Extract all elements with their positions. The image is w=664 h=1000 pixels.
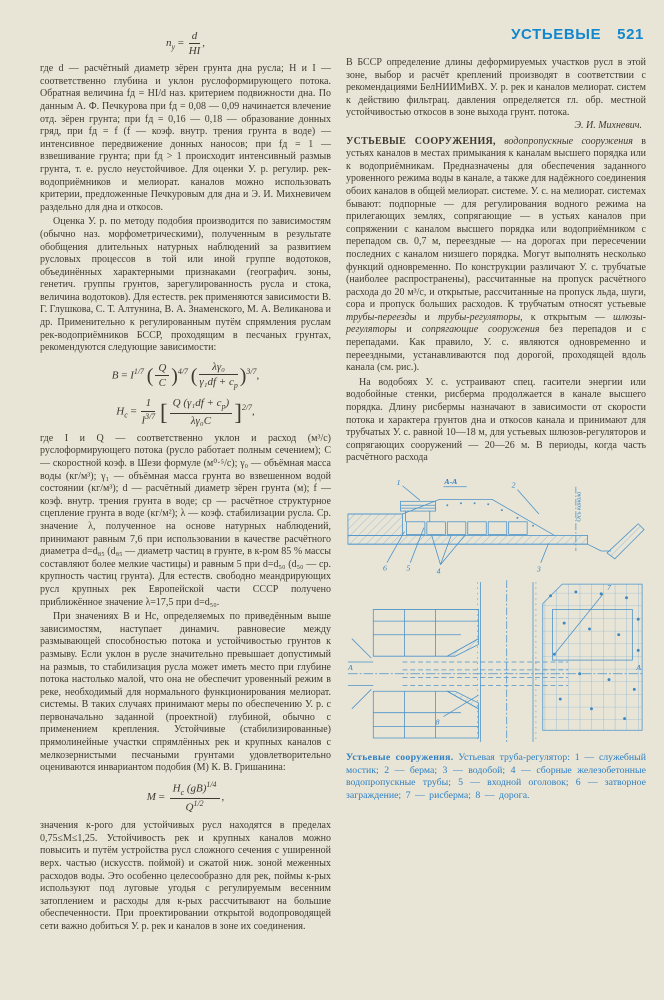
callout-2: 2 — [511, 480, 516, 490]
cut-letter-left: А — [347, 662, 353, 672]
formula-term: n — [165, 37, 172, 50]
canal-axis-label: Ось канала — [575, 491, 583, 522]
paragraph-stability-limits: значения к-рого для устойчивых русл находятся в пределах 0,75≤М≤1,25. Устойчивость рек и крупных каналов можно повысить и путём устройства русл сложного сечения с уширенной верх. частью (искусств. поймой) и сжатой ниж. зоной меженных расходов воды. Это особенно целесообразно для рек, поймы к-рых используют под луговые угодья с регулируемым весенним затоплением и расходы для к-рых рассчитывают на большие обеспеченности. При проектировании открытой водопроводящей сети важно добиться У. р. рек и каналов в зоне их соединения. — [40, 820, 331, 932]
figure-caption: Устьевые сооружения. Устьевая труба-регулятор: 1 — служебный мостик; 2 — берма; 3 — водобой; 4 — сборные железобетонные водопропускные трубы; 5 — входной оголовок; 6 — затворное заграждение; 7 — рисберма; 8 — дорога. — [346, 752, 646, 802]
caption-title: Устьевые сооружения. — [346, 752, 454, 763]
article-headword: УСТЬЕВЫЕ СООРУЖЕНИЯ, — [346, 135, 496, 147]
cross-section-view — [348, 486, 644, 565]
formula-similarity-invariant: M = $\frac{H_с (gB)^{1/4}}{Q^{1/2}}$ , — [146, 779, 225, 815]
paragraph-similarity-method: Оценка У. р. по методу подобия производится по зависимостям (обычно наз. морфометрическими), полученным в результате обобщения длительных натурных наблюдений за развитием русловых процессов в той или иной группе водотоков, объединённых характерными признаками (географич. зоны, генетич. группы грунтов, зарегулированность русла и стока, величина водотоков). Для естеств. рек применяются зависимости В. Г. Глушкова, С. Т. Алтунина, В. А. Знаменского, М. А. Великанова и др. Применительно к регулированным путём спрямления руслам рек-водоприёмников БССР, проходящим в песчаных грунтах, рекомендуются следующие зависимости: — [40, 216, 331, 354]
paragraph-formula-legend: где I и Q — соответственно уклон и расход (м³/с) руслоформирующего потока (русло работает полным сечением); С — скоростной коэф. в Шези формуле (м⁰·⁵/с); γ₀ — объёмная масса воды (кг/м³); γ₁ — объёмная масса грунта во взвешенном водой состоянии (кг/м³); d — расчётный диаметр зёрен грунта (м); f — коэф. внутр. трения грунта в воде; cр — расчётное структурное сцепление грунта в воде (кг/м²); λ — коэф. стабилизации русла. Ср. значение λ, полученное на основе натурных наблюдений, принимают равным 7,6 при использовании в качестве расчётного диаметра d=d₈₅ (d₈₅ — диаметр частиц в грунте, в к-ром 85 % массы составляют более мелкие частицы) и равным 5 при d=d₅₀ (d₅₀ — ср. крупность частиц грунта). Для естеств. свободно меандрирующих русл крупных рек Европейской части СССР получено приближённое значение λ=17,5 при d=d₅₀. — [40, 432, 331, 608]
cut-letter-right: А — [636, 662, 642, 672]
figure-ustyevye-sooruzheniya — [346, 473, 646, 747]
callout-5: 5 — [406, 563, 411, 573]
formula-channel-width: $B = I^{1/7}$ ( $\frac{Q}{C}$ )$^{4/7}$ ( $\frac{\text{λγ₀}}{\gamma_1df + c_р}$ )$^{3/7}$, — [111, 360, 260, 391]
paragraph-risberma-petit: На водобоях У. с. устраивают спец. гасители энергии или водобойные стенки, рисберма продолжается в канале высшего порядка. Длину рисбермы назначают в зависимости от скорости потока и характера грунтов дна и откосов канала и принимают для трубчатых У. с. равной 10—18 м, для устьевых шлюзов-регуляторов и сопрягающих сооружений — 20—26 м. В периоды, когда часть расчётного расхода — [346, 376, 646, 464]
right-column — [346, 24, 646, 933]
section-label: А-А — [444, 476, 458, 486]
formula-channel-depth: $H_с$ = $\frac{1}{I^{3/7}}$ [ $\frac{Q (\gamma_1df + c_р)}{\text{λγ₀C}}$ ]$^{2/7}$, — [116, 396, 255, 427]
formula-mobility-number: $n_у$ = $\frac{d}{HI}$ , — [165, 30, 206, 58]
callout-1: 1 — [396, 477, 401, 487]
paragraph-definitions: где d — расчётный диаметр зёрен грунта дна русла; Н и I — соответственно глубина и уклон руслоформирующего потока. Обратная величина fд = HI/d наз. критерием подвижности дна. По данным А. Ф. Печкурова при fд = 0,08 — 0,09 начинается влечение отд. зёрен грунта; при fд = 0,16 — 0,18 — образование донных гряд, при fд = f (f — коэф. внутр. трения грунта в воде) — интенсивное передвижение донных наносов; при fд = 1 — взвешивание грунта; при fд > 1 происходит интенсивный размыв грунта, т. е. русло неустойчивое. Для оценки У. р. регулир. рек-водоприёмников и мелиорат. каналов можно использовать критерии, предложенные Печкуровым для дна и Э. И. Михневичем раздельно для дна и откосов. — [40, 63, 331, 213]
author-signature: Э. И. Михневич. — [574, 119, 642, 131]
engineering-drawing — [346, 473, 646, 742]
callout-6: 6 — [383, 563, 387, 573]
callout-3: 3 — [536, 564, 541, 574]
paragraph-bssr-note: В БССР определение длины деформируемых участков русл в этой зоне, выбор и расчёт креплений производят в соответствии с рекомендациями БелНИИМиВХ. У. р. рек и каналов мелиорат. систем к действию фильтрац. давления определяется гл. обр. местной устойчивостью откосов в зоне выхода грунт. потока. — [346, 57, 646, 119]
plan-view — [348, 580, 644, 742]
paragraph-dynamic-equilibrium: При значениях В и Нс, определяемых по приведённым выше зависимостям, наступает динамич. равновесие между размывающей способностью потока и устойчивостью грунтов к размыву. Если уклон в русле значительно превышает допустимый на размыв, то стабилизация русла может иметь место при глубине потока настолько малой, что она не обеспечит уровенный режим в реке, необходимый для нормального функционирования мелиорат. системы. В таких случаях принимают меры по обеспечению У. р. с первоначально заданной (проектной) глубиной, обычно с применением крепления. Устойчивые (стабилизированные) прямолинейные участки спрямлённых рек и крупных каналов с мелкозернистыми песчаными грунтами удовлетворительно оцениваются инвариантом подобия (М) К. В. Гришанина: — [40, 611, 331, 774]
left-column — [40, 24, 331, 933]
running-head — [346, 26, 644, 43]
callout-8: 8 — [435, 717, 440, 727]
callout-7: 7 — [607, 582, 611, 592]
callout-4: 4 — [436, 566, 441, 576]
page-number: 521 — [617, 26, 644, 43]
running-title: УСТЬЕВЫЕ — [511, 26, 602, 43]
two-column-layout — [40, 24, 646, 933]
article-ustyevye-sooruzheniya: УСТЬЕВЫЕ СООРУЖЕНИЯ, водопропускные сооружения в устьях каналов в местах примыкания к каналам высшего порядка или к водоприёмникам. Предназначены для обеспечения заданного уровенного режима воды в канале, а также для надёжного соединения обоих каналов в общей мелиорат. системе. У. с. на мелиорат. системах бывают: подпорные — для регулирования водного режима на прилегающих землях, сопрягающие — в устьях каналов при сопряжении с каналом высшего порядка или водоприёмником с перепадом св. 0,7 м, переездные — на дорогах при пересечении последних с каналом низшего порядка. Могут выполнять несколько функций одновременно. По конструкции различают У. с. трубчатые (наиболее распространены), рассчитанные на пропуск расчётного расхода до 20 м³/с, и открытые, рассчитанные на пропуск льда, шуги, сора и пропуск больших расходов. К трубчатым относят устьевые трубы-переезды и трубы-регуляторы, к открытым — шлюзы-регуляторы и сопрягающие сооружения без перепадов и с перепадами. Как правило, У. с. являются одновременно и переездными, устанавливаются под дорогой, проходящей вдоль канала (см. рис.). — [346, 135, 647, 374]
